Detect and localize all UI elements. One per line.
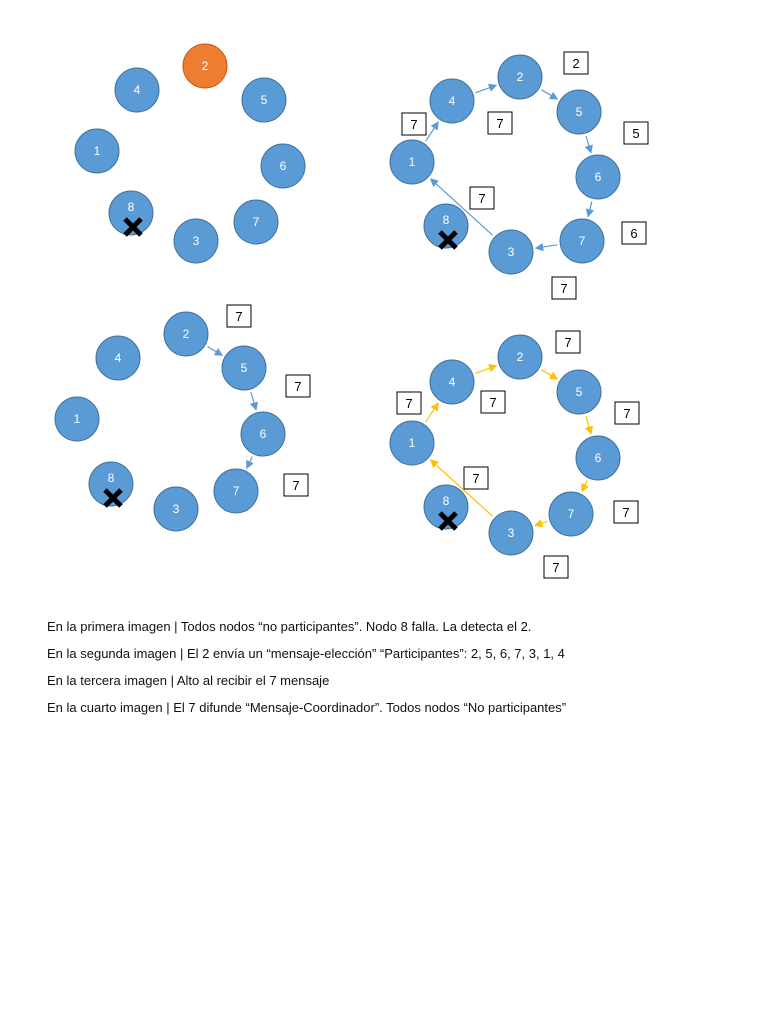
node-label: 6 [279,159,287,173]
node-label: 3 [507,245,515,259]
message-box [481,391,505,413]
node-label: 5 [260,93,268,107]
message-value: 7 [235,309,243,324]
node-4 [430,79,474,123]
node-3 [489,511,533,555]
message-arrow-5-to-6 [586,136,591,153]
node-label: 7 [232,484,240,498]
node-6 [241,412,285,456]
node-1 [390,140,434,184]
node-label: 7 [578,234,586,248]
message-arrow-4-to-2 [476,85,497,92]
caption-second-image: En la segunda imagen | El 2 envía un “mensaje-elección” “Participantes”: 2, 5, 6, 7, 3, 1, 4 [47,646,565,661]
node-label: 2 [201,59,209,73]
node-2 [498,55,542,99]
node-label: 6 [259,427,267,441]
message-value: 7 [552,560,560,575]
message-box [614,501,638,523]
message-arrow-7-to-3 [536,245,558,248]
message-box [615,402,639,424]
message-value: 7 [472,471,480,486]
node-label: 4 [448,375,456,389]
node-label: 1 [73,412,81,426]
node-label: 1 [93,144,101,158]
message-box [470,187,494,209]
message-value: 7 [294,379,302,394]
message-value: 7 [489,395,497,410]
message-value: 7 [292,478,300,493]
node-6 [261,144,305,188]
node-label: 5 [575,385,583,399]
message-arrow-7-to-3 [535,522,547,526]
message-box [556,331,580,353]
node-5 [242,78,286,122]
node-label: 4 [114,351,122,365]
message-arrow-6-to-7 [582,481,587,492]
message-value: 7 [560,281,568,296]
node-8 [424,485,468,529]
node-7 [549,492,593,536]
node-2 [498,335,542,379]
node-4 [115,68,159,112]
message-value: 7 [564,335,572,350]
node-label: 8 [127,200,135,214]
node-5 [557,370,601,414]
message-box [552,277,576,299]
message-box [286,375,310,397]
node-label: 7 [252,215,260,229]
node-label: 5 [240,361,248,375]
node-label: 3 [172,502,180,516]
node-label: 4 [133,83,141,97]
message-box [544,556,568,578]
message-value: 7 [496,116,504,131]
message-value: 7 [478,191,486,206]
node-4 [96,336,140,380]
node-8 [424,204,468,248]
message-arrow-6-to-7 [247,457,253,469]
node-label: 2 [516,350,524,364]
node-7 [560,219,604,263]
message-arrow-4-to-2 [476,366,497,374]
message-box [284,474,308,496]
node-1 [390,421,434,465]
node-label: 8 [442,213,450,227]
node-7 [214,469,258,513]
message-arrow-2-to-5 [542,90,558,99]
node-label: 8 [442,494,450,508]
message-arrow-2-to-5 [542,370,558,379]
message-box [227,305,251,327]
panel-4 [390,331,639,578]
node-label: 3 [507,526,515,540]
node-label: 2 [516,70,524,84]
node-8 [89,462,133,506]
panel-3 [55,305,310,531]
node-1 [75,129,119,173]
node-3 [174,219,218,263]
node-5 [222,346,266,390]
message-box [397,392,421,414]
message-box [402,113,426,135]
message-value: 2 [572,56,580,71]
message-arrow-5-to-6 [251,392,256,410]
panel-1 [75,44,305,263]
node-3 [154,487,198,531]
node-2 [164,312,208,356]
message-box [488,112,512,134]
caption-third-image: En la tercera imagen | Alto al recibir el 7 mensaje [47,673,330,688]
node-label: 3 [192,234,200,248]
message-value: 5 [632,126,640,141]
node-2 [183,44,227,88]
panel-2 [390,52,648,299]
node-8 [109,191,153,235]
message-value: 7 [410,117,418,132]
message-arrow-6-to-7 [588,201,592,216]
node-label: 1 [408,436,416,450]
node-label: 6 [594,170,602,184]
node-6 [576,155,620,199]
message-value: 7 [622,505,630,520]
node-1 [55,397,99,441]
message-box [464,467,488,489]
node-label: 7 [567,507,575,521]
message-arrow-5-to-6 [586,416,591,434]
node-label: 8 [107,471,115,485]
message-box [564,52,588,74]
message-arrow-1-to-4 [426,403,439,422]
message-box [622,222,646,244]
node-label: 4 [448,94,456,108]
node-label: 1 [408,155,416,169]
message-box [624,122,648,144]
node-7 [234,200,278,244]
node-3 [489,230,533,274]
node-4 [430,360,474,404]
message-value: 7 [623,406,631,421]
caption-fourth-image: En la cuarto imagen | El 7 difunde “Mensaje-Coordinador”. Todos nodos “No participantes” [47,700,567,715]
message-value: 6 [630,226,638,241]
message-arrow-2-to-5 [208,347,223,356]
message-arrow-1-to-4 [426,122,439,141]
message-value: 7 [405,396,413,411]
node-label: 2 [182,327,190,341]
node-5 [557,90,601,134]
node-label: 5 [575,105,583,119]
caption-first-image: En la primera imagen | Todos nodos “no participantes”. Nodo 8 falla. La detecta el 2. [47,619,532,634]
node-6 [576,436,620,480]
node-label: 6 [594,451,602,465]
